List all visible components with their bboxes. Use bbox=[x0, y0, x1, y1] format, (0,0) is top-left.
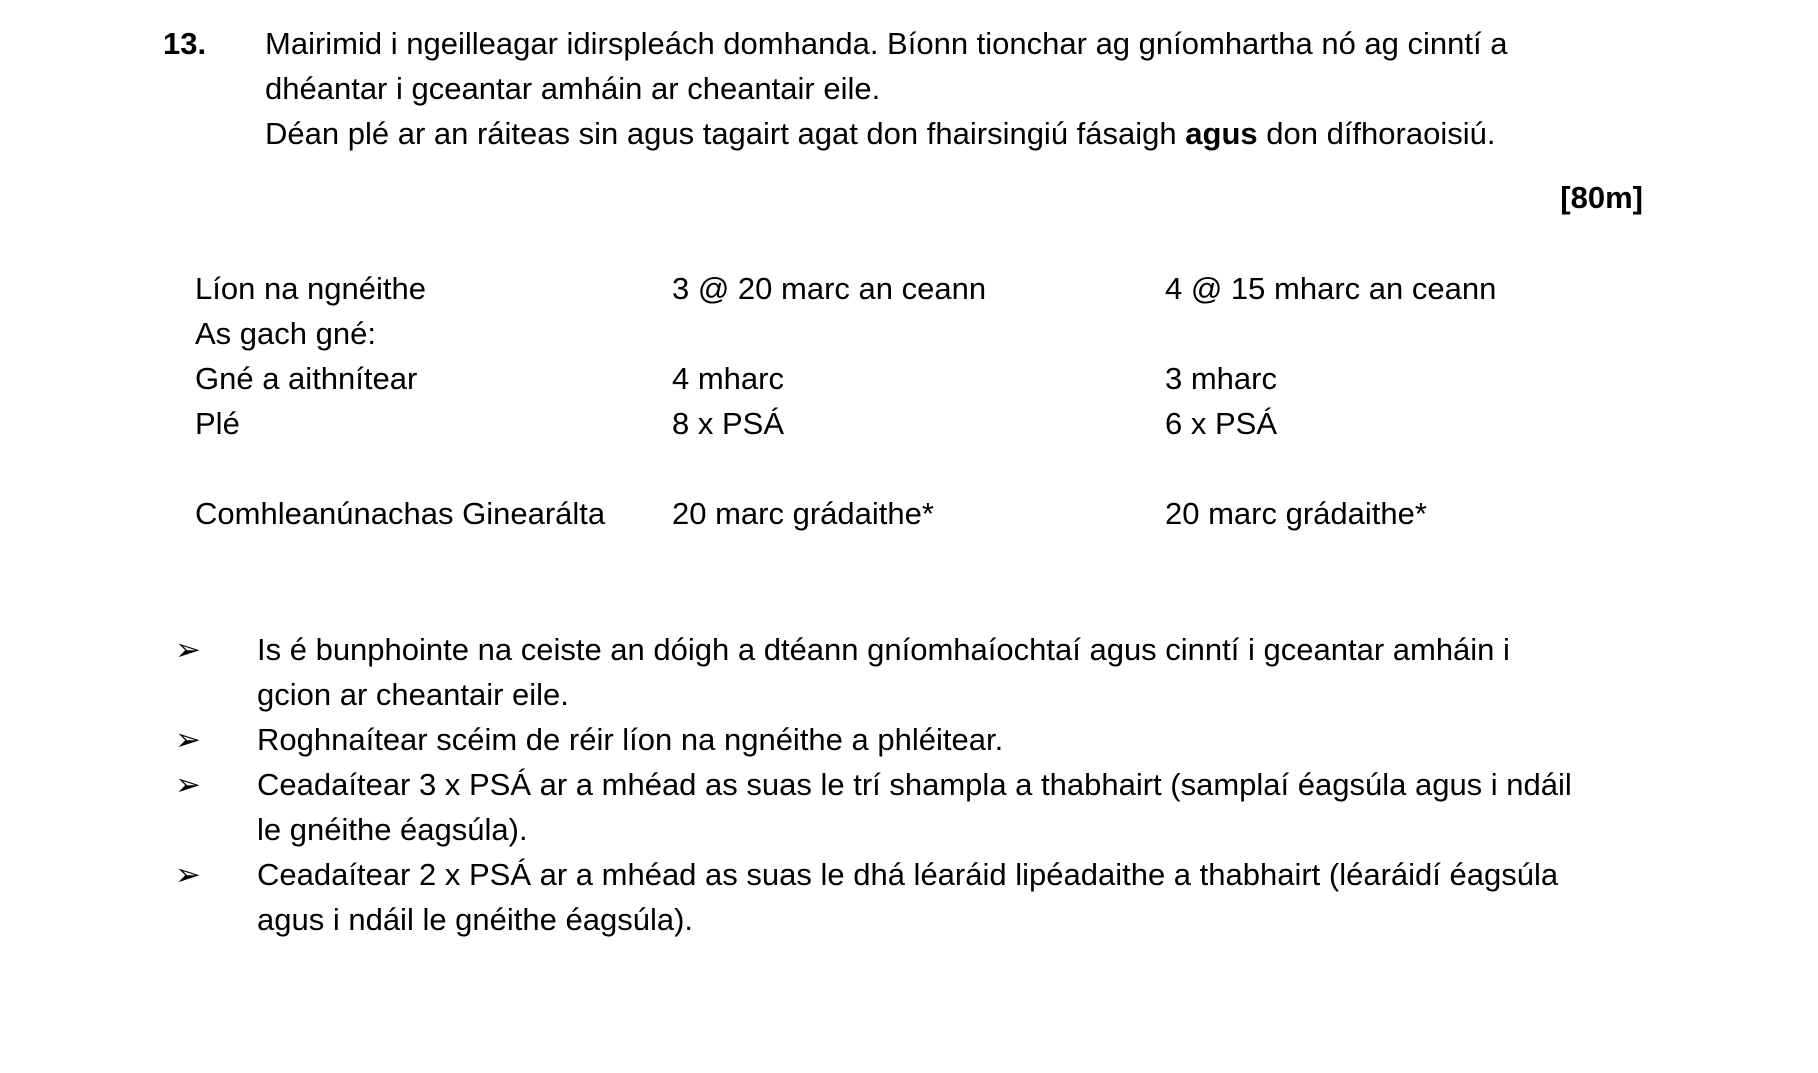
table-cell-r5-c0: Comhleanúnachas Ginearálta bbox=[195, 496, 606, 531]
note-item-1 bbox=[175, 627, 1675, 717]
marking-notes-list bbox=[175, 627, 1675, 942]
note-text: Roghnaítear scéim de réir líon na ngnéithe a phléitear. bbox=[257, 722, 1004, 757]
marking-scheme-table bbox=[195, 266, 1645, 536]
table-cell-r2-c2: 3 mharc bbox=[1165, 361, 1277, 396]
table-cell-r1-c2 bbox=[1165, 311, 1645, 356]
table-cell-r2-c0: Gné a aithnítear bbox=[195, 361, 418, 396]
table-cell-r0-c2: 4 @ 15 mharc an ceann bbox=[1165, 271, 1497, 306]
arrow-bullet-icon: ➢ bbox=[175, 767, 201, 802]
table-cell-r0-c1: 3 @ 20 marc an ceann bbox=[672, 271, 987, 306]
arrow-bullet-icon: ➢ bbox=[175, 632, 201, 667]
note-item-4 bbox=[175, 852, 1675, 942]
table-cell-r3-c2: 6 x PSÁ bbox=[1165, 406, 1277, 441]
table-cell-r1-c0: As gach gné: bbox=[195, 316, 376, 351]
question-line-3-bold: agus bbox=[1185, 116, 1258, 151]
table-cell-r1-c1 bbox=[672, 311, 1165, 356]
note-text: Ceadaítear 3 x PSÁ ar a mhéad as suas le trí shampla a thabhairt (samplaí éagsúla agus i ndáil le gnéithe éagsúla). bbox=[257, 767, 1572, 847]
question-line-2: dhéantar i gceantar amháin ar cheantair eile. bbox=[265, 71, 881, 106]
note-item-2 bbox=[175, 717, 1675, 762]
table-cell-r3-c0: Plé bbox=[195, 406, 240, 441]
table-cell-r2-c1: 4 mharc bbox=[672, 361, 784, 396]
question-line-3-post: don dífhoraoisiú. bbox=[1257, 116, 1496, 151]
question-line-3-pre: Déan plé ar an ráiteas sin agus tagairt agat don fhairsingiú fásaigh bbox=[265, 116, 1186, 151]
marks-label: [80m] bbox=[1560, 180, 1643, 215]
question-text bbox=[265, 21, 1665, 156]
table-cell-r4-c0 bbox=[195, 446, 672, 491]
table-cell-r4-c2 bbox=[1165, 446, 1645, 491]
table-cell-r4-c1 bbox=[672, 446, 1165, 491]
arrow-bullet-icon: ➢ bbox=[175, 857, 201, 892]
note-text: Is é bunphointe na ceiste an dóigh a dtéann gníomhaíochtaí agus cinntí i gceantar amháin i gcion ar cheantair eile. bbox=[257, 632, 1510, 712]
question-number: 13. bbox=[163, 26, 207, 61]
note-text: Ceadaítear 2 x PSÁ ar a mhéad as suas le dhá léaráid lipéadaithe a thabhairt (léaráidí éagsúla agus i ndáil le gnéithe éagsúla). bbox=[257, 857, 1559, 937]
note-item-3 bbox=[175, 762, 1675, 852]
question-line-1: Mairimid i ngeilleagar idirspleách domhanda. Bíonn tionchar ag gníomhartha nó ag cinntí a bbox=[265, 26, 1508, 61]
table-cell-r5-c2: 20 marc grádaithe* bbox=[1165, 496, 1427, 531]
table-cell-r3-c1: 8 x PSÁ bbox=[672, 406, 784, 441]
arrow-bullet-icon: ➢ bbox=[175, 722, 201, 757]
table-cell-r5-c1: 20 marc grádaithe* bbox=[672, 496, 934, 531]
table-cell-r0-c0: Líon na ngnéithe bbox=[195, 271, 426, 306]
